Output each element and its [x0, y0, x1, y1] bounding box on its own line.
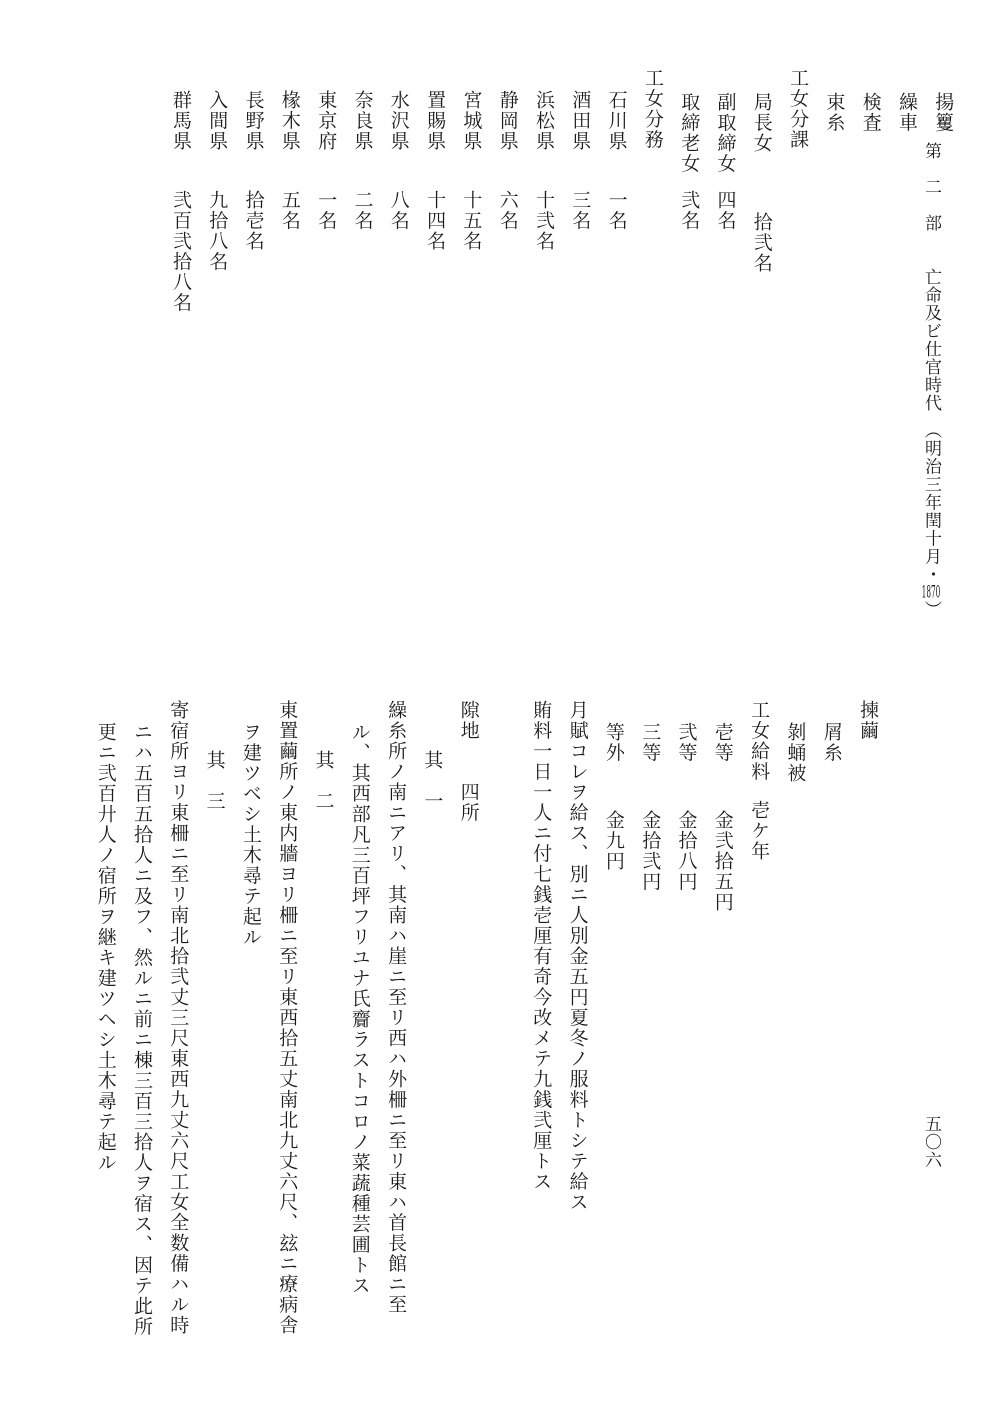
- wage-amount: 金九円: [602, 810, 625, 872]
- prefecture-count: 十四名: [424, 190, 447, 252]
- wages-heading: 工女給料: [748, 700, 771, 782]
- prefecture-name: 長野県: [242, 90, 265, 152]
- paragraph-line: 更ニ弐百廾人ノ宿所ヲ継キ建ツヘシ土木尋テ起ル: [94, 722, 117, 1173]
- paragraph-line: ル、其西部凡三百坪フリユナ氏齎ラストコロノ菜蔬種芸圃トス: [348, 722, 371, 1296]
- sub-title: 其 三: [203, 750, 226, 812]
- prefecture-count: 十弐名: [533, 190, 555, 252]
- paragraph-line: 寄宿所ヨリ東柵ニ至リ南北拾弐丈三尺東西九丈六尺工女全数備ハル時: [167, 700, 190, 1336]
- duties-heading: 工女分務: [641, 68, 664, 150]
- wage-amount: 金弐拾五円: [711, 810, 734, 913]
- section-item: 束糸: [823, 92, 846, 133]
- sub-title: 其 一: [421, 750, 444, 812]
- page-number: 五〇六: [921, 1115, 941, 1169]
- duty-name: 副取締女: [714, 92, 737, 174]
- prefecture-count: 一名: [315, 190, 338, 231]
- prefecture-name: 水沢県: [387, 90, 410, 152]
- prefecture-name: 東京府: [315, 90, 338, 152]
- section-item: 繰車: [896, 92, 918, 133]
- prefecture-count: 九拾八名: [206, 190, 229, 272]
- prefecture-name: 酒田県: [569, 90, 592, 152]
- prefecture-count: 六名: [496, 190, 519, 231]
- prefecture-name: 入間県: [206, 90, 229, 152]
- sub-title: 其 二: [312, 750, 335, 812]
- paragraph-line: 繰糸所ノ南ニアリ、其南ハ崖ニ至リ西ハ外柵ニ至リ東ハ首長館ニ至: [385, 700, 408, 1315]
- prefecture-count: 二名: [351, 190, 374, 231]
- paragraph-line: 東置繭所ノ東内牆ヨリ柵ニ至リ東西拾五丈南北九丈六尺、玆ニ療病舎: [276, 700, 299, 1336]
- prefecture-count: 八名: [387, 190, 410, 231]
- part-label: 第 二 部: [921, 142, 941, 232]
- duty-name: 取締老女: [678, 92, 701, 174]
- section-item: 揚籰: [932, 92, 955, 133]
- era-close: ）: [921, 600, 941, 619]
- prefecture-count: 三名: [569, 190, 592, 231]
- task-item: 屑糸: [820, 722, 843, 763]
- paragraph-line: ニハ五百五拾人ニ及フ、然ルニ前ニ棟三百三拾人ヲ宿ス、因テ此所: [131, 722, 153, 1337]
- prefecture-name: 奈良県: [351, 90, 374, 152]
- wage-amount: 金拾八円: [675, 810, 698, 892]
- food-note: 賄料一日一人ニ付七銭壱厘有奇今改メテ九銭弐厘トス: [530, 700, 553, 1192]
- prefecture-name: 置賜県: [424, 90, 447, 152]
- chapter-title: 亡命及ビ仕官時代: [921, 268, 941, 412]
- running-header: [922, 142, 939, 619]
- task-item: 剝蛹被: [784, 722, 807, 784]
- prefecture-count: 弐百弐拾八名: [170, 190, 192, 313]
- wage-grade: 壱等: [711, 722, 734, 763]
- prefecture-name: 椽木県: [278, 90, 301, 152]
- prefecture-count: 十五名: [460, 190, 483, 252]
- duty-name: 局長女: [750, 92, 773, 154]
- era-year: 1870: [921, 583, 941, 601]
- section-item: 検査: [859, 92, 882, 133]
- prefecture-name: 浜松県: [533, 90, 555, 152]
- wage-grade: 三等: [639, 722, 662, 763]
- monthly-note: 月賦コレヲ給ス、別ニ人別金五円夏冬ノ服料トシテ給ス: [566, 700, 589, 1213]
- prefecture-count: 一名: [605, 190, 628, 231]
- wages-period: 壱ケ年: [748, 800, 771, 862]
- duty-count: 拾弐名: [750, 212, 773, 274]
- prefecture-count: 拾壱名: [242, 190, 265, 252]
- paragraph-line: ヲ建ツベシ土木尋テ起ル: [239, 722, 262, 948]
- duty-count: 四名: [714, 190, 737, 231]
- wage-grade: 等外: [602, 722, 625, 763]
- prefecture-name: 群馬県: [170, 90, 192, 152]
- task-item: 揀繭: [857, 700, 879, 741]
- era-open: （明治三年閏十月・: [921, 430, 941, 584]
- prefecture-name: 宮城県: [460, 90, 483, 152]
- prefecture-name: 石川県: [605, 90, 628, 152]
- wage-grade: 弐等: [675, 722, 698, 763]
- prefecture-count: 五名: [278, 190, 301, 231]
- sections-heading: 工女分課: [787, 68, 810, 150]
- wage-amount: 金拾弐円: [639, 810, 662, 892]
- prefecture-name: 静岡県: [496, 90, 519, 152]
- vacant-land: 隙地 四所: [457, 700, 480, 823]
- duty-count: 弐名: [678, 190, 701, 231]
